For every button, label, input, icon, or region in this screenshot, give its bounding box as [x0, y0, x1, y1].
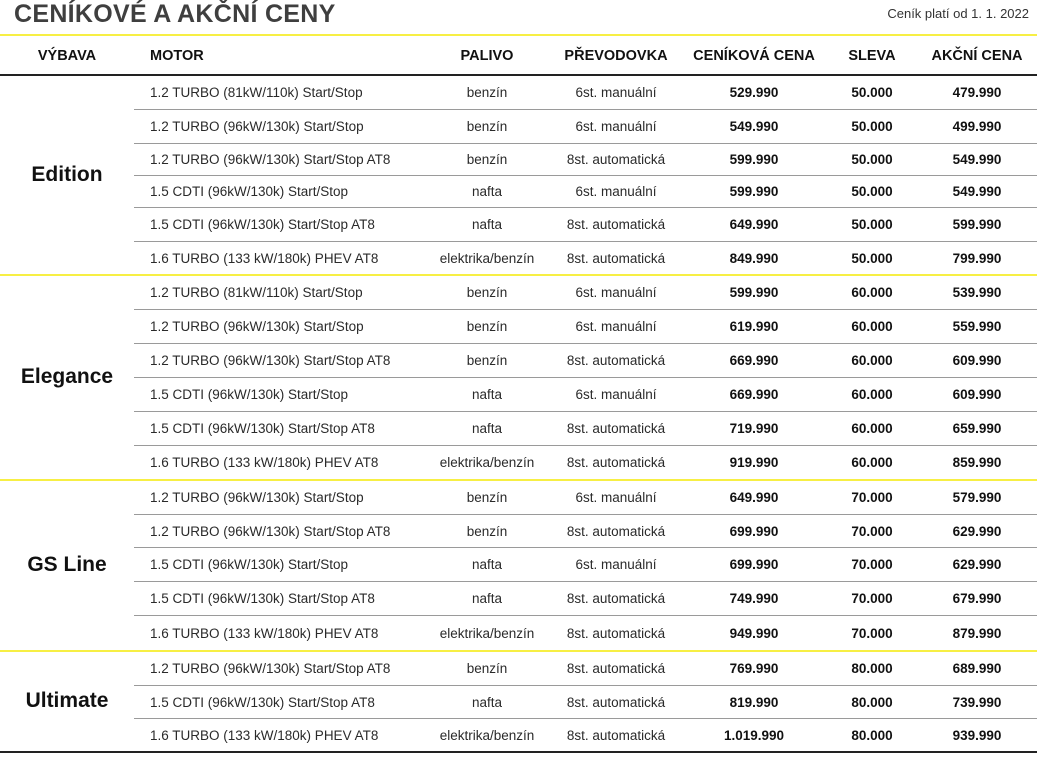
table-row	[134, 176, 1037, 208]
table-bottom-rule	[0, 751, 1037, 753]
table-row	[134, 344, 1037, 378]
table-row	[134, 616, 1037, 651]
table-row	[134, 110, 1037, 144]
promo-price-cell: 629.990	[952, 524, 1002, 539]
table-row	[134, 144, 1037, 176]
promo-price-cell: 629.990	[952, 557, 1002, 572]
fuel-cell: benzín	[466, 319, 508, 334]
transmission-cell: 8st. automatická	[566, 217, 666, 232]
table-row	[134, 548, 1037, 582]
price-list-validity: Ceník platí od 1. 1. 2022	[887, 6, 1029, 21]
motor-cell: 1.2 TURBO (96kW/130k) Start/Stop	[150, 490, 364, 505]
table-row	[134, 652, 1037, 686]
transmission-cell: 6st. manuální	[575, 490, 657, 505]
list-price-cell: 769.990	[729, 661, 779, 676]
promo-price-cell: 599.990	[952, 217, 1002, 232]
fuel-cell: benzín	[466, 353, 508, 368]
list-price-cell: 599.990	[729, 184, 779, 199]
list-price-cell: 599.990	[729, 152, 779, 167]
fuel-cell: benzín	[466, 661, 508, 676]
table-row	[134, 481, 1037, 515]
transmission-cell: 6st. manuální	[575, 184, 657, 199]
transmission-cell: 8st. automatická	[566, 251, 666, 266]
fuel-cell: benzín	[466, 285, 508, 300]
fuel-cell: elektrika/benzín	[439, 626, 535, 641]
list-price-cell: 649.990	[729, 217, 779, 232]
discount-cell: 70.000	[851, 557, 893, 572]
table-row	[134, 242, 1037, 275]
promo-price-cell: 879.990	[952, 626, 1002, 641]
discount-cell: 50.000	[851, 184, 893, 199]
discount-cell: 70.000	[851, 626, 893, 641]
transmission-cell: 8st. automatická	[566, 695, 666, 710]
list-price-cell: 1.019.990	[723, 728, 785, 743]
motor-cell: 1.2 TURBO (96kW/130k) Start/Stop AT8	[150, 353, 391, 368]
promo-price-cell: 499.990	[952, 119, 1002, 134]
motor-cell: 1.5 CDTI (96kW/130k) Start/Stop	[150, 184, 349, 199]
discount-cell: 60.000	[851, 387, 893, 402]
table-row	[134, 76, 1037, 110]
trim-name: Elegance	[20, 365, 114, 388]
discount-cell: 60.000	[851, 421, 893, 436]
list-price-cell: 919.990	[729, 455, 779, 470]
trim-group	[0, 76, 1037, 275]
promo-price-cell: 609.990	[952, 387, 1002, 402]
table-row	[134, 446, 1037, 480]
transmission-cell: 8st. automatická	[566, 626, 666, 641]
table-row	[134, 208, 1037, 242]
transmission-cell: 8st. automatická	[566, 661, 666, 676]
list-price-cell: 549.990	[729, 119, 779, 134]
fuel-cell: benzín	[466, 119, 508, 134]
transmission-cell: 6st. manuální	[575, 387, 657, 402]
list-price-cell: 949.990	[729, 626, 779, 641]
column-header-prevodovka: PŘEVODOVKA	[564, 48, 668, 64]
transmission-cell: 8st. automatická	[566, 728, 666, 743]
column-header-cenikova-cena: CENÍKOVÁ CENA	[693, 48, 815, 64]
promo-price-cell: 609.990	[952, 353, 1002, 368]
transmission-cell: 6st. manuální	[575, 319, 657, 334]
trim-group	[0, 652, 1037, 752]
list-price-cell: 669.990	[729, 387, 779, 402]
table-row	[134, 582, 1037, 616]
promo-price-cell: 739.990	[952, 695, 1002, 710]
table-row	[134, 412, 1037, 446]
promo-price-cell: 549.990	[952, 152, 1002, 167]
motor-cell: 1.6 TURBO (133 kW/180k) PHEV AT8	[150, 251, 379, 266]
motor-cell: 1.2 TURBO (81kW/110k) Start/Stop	[150, 85, 363, 100]
table-header	[0, 36, 1037, 74]
table-row	[134, 276, 1037, 310]
promo-price-cell: 559.990	[952, 319, 1002, 334]
motor-cell: 1.5 CDTI (96kW/130k) Start/Stop	[150, 387, 349, 402]
motor-cell: 1.6 TURBO (133 kW/180k) PHEV AT8	[150, 626, 379, 641]
transmission-cell: 8st. automatická	[566, 591, 666, 606]
transmission-cell: 8st. automatická	[566, 524, 666, 539]
trim-group	[0, 276, 1037, 480]
transmission-cell: 6st. manuální	[575, 85, 657, 100]
transmission-cell: 6st. manuální	[575, 557, 657, 572]
discount-cell: 70.000	[851, 524, 893, 539]
column-header-sleva: SLEVA	[848, 48, 896, 64]
fuel-cell: elektrika/benzín	[439, 728, 535, 743]
fuel-cell: nafta	[471, 591, 503, 606]
motor-cell: 1.2 TURBO (96kW/130k) Start/Stop	[150, 319, 364, 334]
discount-cell: 60.000	[851, 353, 893, 368]
discount-cell: 50.000	[851, 119, 893, 134]
discount-cell: 60.000	[851, 285, 893, 300]
transmission-cell: 6st. manuální	[575, 119, 657, 134]
trim-name: Ultimate	[25, 689, 109, 712]
fuel-cell: benzín	[466, 85, 508, 100]
list-price-cell: 649.990	[729, 490, 779, 505]
promo-price-cell: 799.990	[952, 251, 1002, 266]
transmission-cell: 6st. manuální	[575, 285, 657, 300]
page-title: CENÍKOVÉ A AKČNÍ CENY	[14, 0, 336, 28]
fuel-cell: elektrika/benzín	[439, 455, 535, 470]
transmission-cell: 8st. automatická	[566, 353, 666, 368]
discount-cell: 80.000	[851, 661, 893, 676]
trim-group	[0, 481, 1037, 651]
promo-price-cell: 679.990	[952, 591, 1002, 606]
table-row	[134, 310, 1037, 344]
fuel-cell: nafta	[471, 695, 503, 710]
promo-price-cell: 549.990	[952, 184, 1002, 199]
column-header-vybava: VÝBAVA	[37, 48, 97, 64]
discount-cell: 70.000	[851, 591, 893, 606]
discount-cell: 80.000	[851, 728, 893, 743]
promo-price-cell: 539.990	[952, 285, 1002, 300]
motor-cell: 1.2 TURBO (96kW/130k) Start/Stop	[150, 119, 364, 134]
table-row	[134, 378, 1037, 412]
promo-price-cell: 689.990	[952, 661, 1002, 676]
trim-name: GS Line	[27, 553, 107, 576]
motor-cell: 1.5 CDTI (96kW/130k) Start/Stop AT8	[150, 695, 375, 710]
motor-cell: 1.5 CDTI (96kW/130k) Start/Stop AT8	[150, 421, 375, 436]
discount-cell: 50.000	[851, 85, 893, 100]
discount-cell: 50.000	[851, 251, 893, 266]
discount-cell: 60.000	[851, 319, 893, 334]
promo-price-cell: 659.990	[952, 421, 1002, 436]
discount-cell: 80.000	[851, 695, 893, 710]
motor-cell: 1.2 TURBO (96kW/130k) Start/Stop AT8	[150, 152, 391, 167]
table-row	[134, 686, 1037, 719]
motor-cell: 1.6 TURBO (133 kW/180k) PHEV AT8	[150, 455, 379, 470]
list-price-cell: 749.990	[729, 591, 779, 606]
motor-cell: 1.5 CDTI (96kW/130k) Start/Stop	[150, 557, 349, 572]
transmission-cell: 8st. automatická	[566, 455, 666, 470]
discount-cell: 50.000	[851, 217, 893, 232]
fuel-cell: benzín	[466, 152, 508, 167]
fuel-cell: nafta	[471, 387, 503, 402]
list-price-cell: 529.990	[729, 85, 779, 100]
list-price-cell: 699.990	[729, 524, 779, 539]
motor-cell: 1.6 TURBO (133 kW/180k) PHEV AT8	[150, 728, 379, 743]
discount-cell: 60.000	[851, 455, 893, 470]
table-row	[134, 515, 1037, 548]
column-header-palivo: PALIVO	[460, 48, 514, 64]
list-price-cell: 699.990	[729, 557, 779, 572]
column-header-motor: MOTOR	[150, 48, 204, 64]
table-row	[134, 719, 1037, 752]
transmission-cell: 8st. automatická	[566, 421, 666, 436]
discount-cell: 70.000	[851, 490, 893, 505]
motor-cell: 1.2 TURBO (96kW/130k) Start/Stop AT8	[150, 661, 391, 676]
promo-price-cell: 939.990	[952, 728, 1002, 743]
promo-price-cell: 479.990	[952, 85, 1002, 100]
list-price-cell: 619.990	[729, 319, 779, 334]
fuel-cell: benzín	[466, 524, 508, 539]
discount-cell: 50.000	[851, 152, 893, 167]
fuel-cell: nafta	[471, 421, 503, 436]
trim-name: Edition	[31, 162, 103, 186]
promo-price-cell: 859.990	[952, 455, 1002, 470]
fuel-cell: nafta	[471, 557, 503, 572]
list-price-cell: 849.990	[729, 251, 779, 266]
list-price-cell: 669.990	[729, 353, 779, 368]
promo-price-cell: 579.990	[952, 490, 1002, 505]
transmission-cell: 8st. automatická	[566, 152, 666, 167]
motor-cell: 1.2 TURBO (81kW/110k) Start/Stop	[150, 285, 363, 300]
motor-cell: 1.5 CDTI (96kW/130k) Start/Stop AT8	[150, 591, 375, 606]
fuel-cell: nafta	[471, 217, 503, 232]
list-price-cell: 719.990	[729, 421, 779, 436]
fuel-cell: benzín	[466, 490, 508, 505]
column-header-akcni-cena: AKČNÍ CENA	[931, 48, 1023, 64]
motor-cell: 1.2 TURBO (96kW/130k) Start/Stop AT8	[150, 524, 391, 539]
list-price-cell: 819.990	[729, 695, 779, 710]
fuel-cell: nafta	[471, 184, 503, 199]
list-price-cell: 599.990	[729, 285, 779, 300]
motor-cell: 1.5 CDTI (96kW/130k) Start/Stop AT8	[150, 217, 375, 232]
fuel-cell: elektrika/benzín	[439, 251, 535, 266]
